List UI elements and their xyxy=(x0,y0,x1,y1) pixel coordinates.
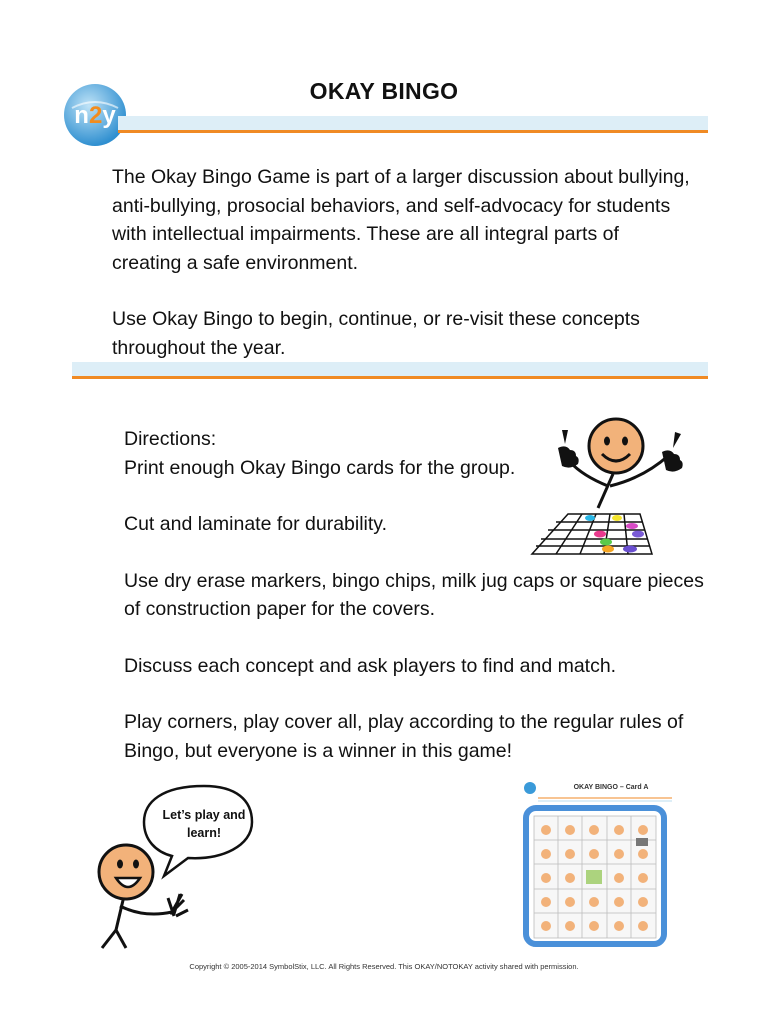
directions-step-5: Play corners, play cover all, play according to the regular rules of Bingo, but everyone is a winner in this game! xyxy=(124,711,684,762)
directions-step-4: Discuss each concept and ask players to find and match. xyxy=(124,654,617,677)
page-title: OKAY BINGO xyxy=(309,78,459,104)
directions-step-3: Use dry erase markers, bingo chips, milk jug caps or square pieces of construction paper for the covers. xyxy=(124,569,704,620)
directions-step-1: Print enough Okay Bingo cards for the group. xyxy=(124,456,516,479)
stick-figure-thumbs-up-icon xyxy=(528,406,688,558)
speech-bubble-text: Let’s play and learn! xyxy=(162,808,246,840)
intro-paragraph-1: The Okay Bingo Game is part of a larger discussion about bullying, anti-bullying, prosocial behaviors, and self-advocacy for students with intellectual impairments. These are all integral parts of creating a safe environment. xyxy=(112,166,690,274)
header-rule-light xyxy=(118,116,708,130)
header-rule-orange xyxy=(118,130,708,133)
n2y-logo xyxy=(62,82,128,148)
svg-text:n2y: n2y xyxy=(74,102,116,129)
directions-heading: Directions: xyxy=(124,428,217,450)
section-rule-orange xyxy=(72,376,708,379)
bingo-card-thumbnail-title: OKAY BINGO – Card A xyxy=(573,784,649,791)
intro-section xyxy=(112,163,692,390)
directions-step-2: Cut and laminate for durability. xyxy=(124,513,388,535)
intro-paragraph-2: Use Okay Bingo to begin, continue, or re-visit these concepts throughout the year. xyxy=(112,308,640,359)
section-rule-light xyxy=(72,362,708,376)
bingo-card-thumbnail xyxy=(516,778,672,948)
copyright-notice: Copyright © 2005-2014 SymbolStix, LLC. All Rights Reserved. This OKAY/NOTOKAY activity shared with permission. xyxy=(189,962,579,971)
